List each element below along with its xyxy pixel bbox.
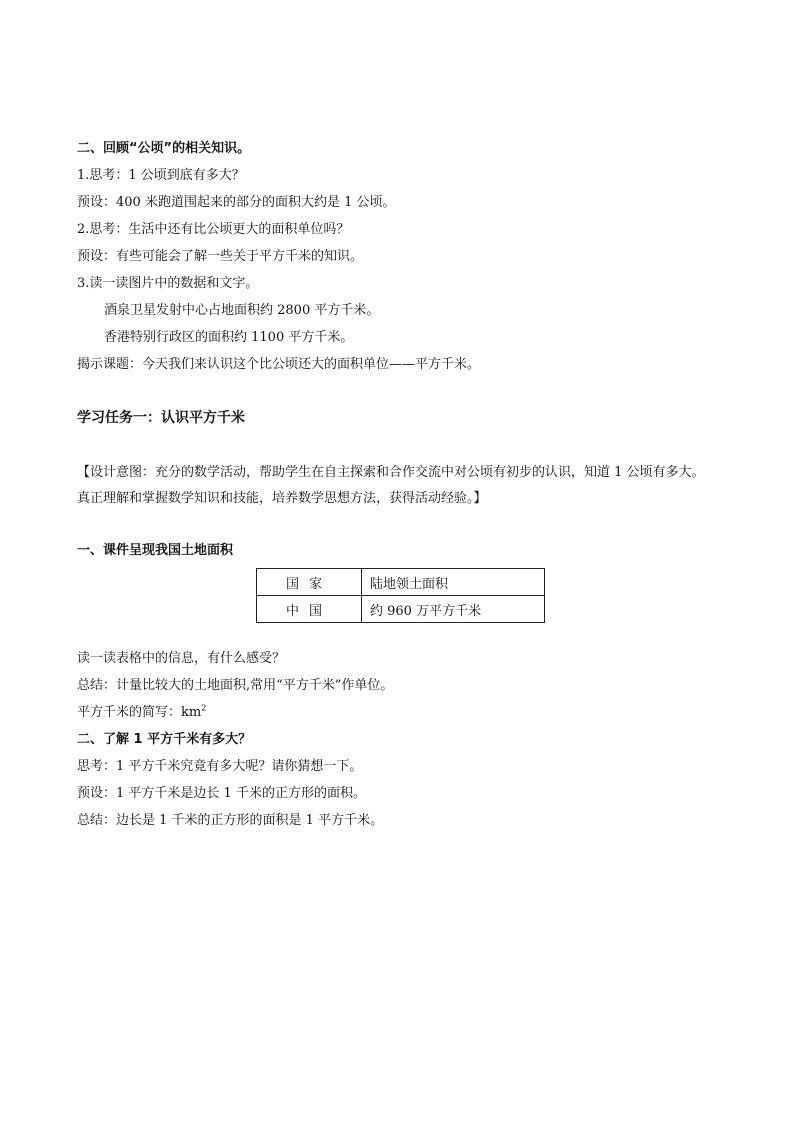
table-header-row bbox=[257, 569, 545, 596]
abbreviation-line bbox=[77, 705, 206, 721]
answer-1: 预设：400 米跑道围起来的部分的面积大约是 1 公顷。 bbox=[77, 195, 396, 210]
land-summary: 总结：计量比较大的土地面积,常用“平方千米”作单位。 bbox=[77, 678, 394, 693]
table-row bbox=[257, 596, 545, 623]
size-preset: 预设：1 平方千米是边长 1 千米的正方形的面积。 bbox=[77, 786, 366, 801]
section-heading-size: 二、了解 1 平方千米有多大？ bbox=[77, 732, 252, 747]
answer-2: 预设：有些可能会了解一些关于平方千米的知识。 bbox=[77, 249, 364, 264]
abbreviation-unit: km bbox=[181, 705, 202, 720]
read-prompt: 读一读表格中的信息，有什么感受？ bbox=[77, 651, 286, 666]
question-1: 1.思考：1 公顷到底有多大？ bbox=[77, 168, 245, 183]
size-summary: 总结：边长是 1 千米的正方形的面积是 1 平方千米。 bbox=[77, 813, 384, 828]
design-intent: 【设计意图：充分的数学活动，帮助学生在自主探索和合作交流中对公顷有初步的认识，知道 1 公顷有多大。真正理解和掌握数学知识和技能，培养数学思想方法，获得活动经验。】 bbox=[77, 465, 705, 506]
abbreviation-label: 平方千米的简写： bbox=[77, 705, 182, 720]
fact-jiuquan: 酒泉卫星发射中心占地面积约 2800 平方千米。 bbox=[104, 303, 380, 318]
question-2: 2.思考：生活中还有比公顷更大的面积单位吗？ bbox=[77, 222, 350, 237]
section-heading-land: 一、课件呈现我国土地面积 bbox=[77, 543, 234, 558]
table-cell-country: 中国 bbox=[257, 596, 362, 623]
table-cell-area: 约 960 万平方千米 bbox=[362, 596, 545, 623]
land-area-table bbox=[256, 568, 545, 623]
fact-hongkong: 香港特别行政区的面积约 1100 平方千米。 bbox=[104, 330, 354, 345]
size-think: 思考：1 平方千米究竟有多大呢？请你猜想一下。 bbox=[77, 759, 363, 774]
reveal-topic: 揭示课题：今天我们来认识这个比公顷还大的面积单位——平方千米。 bbox=[77, 357, 481, 372]
abbreviation-superscript: 2 bbox=[201, 703, 207, 713]
table-header-country: 国家 bbox=[257, 569, 362, 596]
section-heading-review: 二、回顾“公顷”的相关知识。 bbox=[77, 141, 251, 156]
table-header-area: 陆地领土面积 bbox=[362, 569, 545, 596]
task1-title: 学习任务一：认识平方千米 bbox=[77, 410, 245, 426]
question-3: 3.读一读图片中的数据和文字。 bbox=[77, 276, 259, 291]
